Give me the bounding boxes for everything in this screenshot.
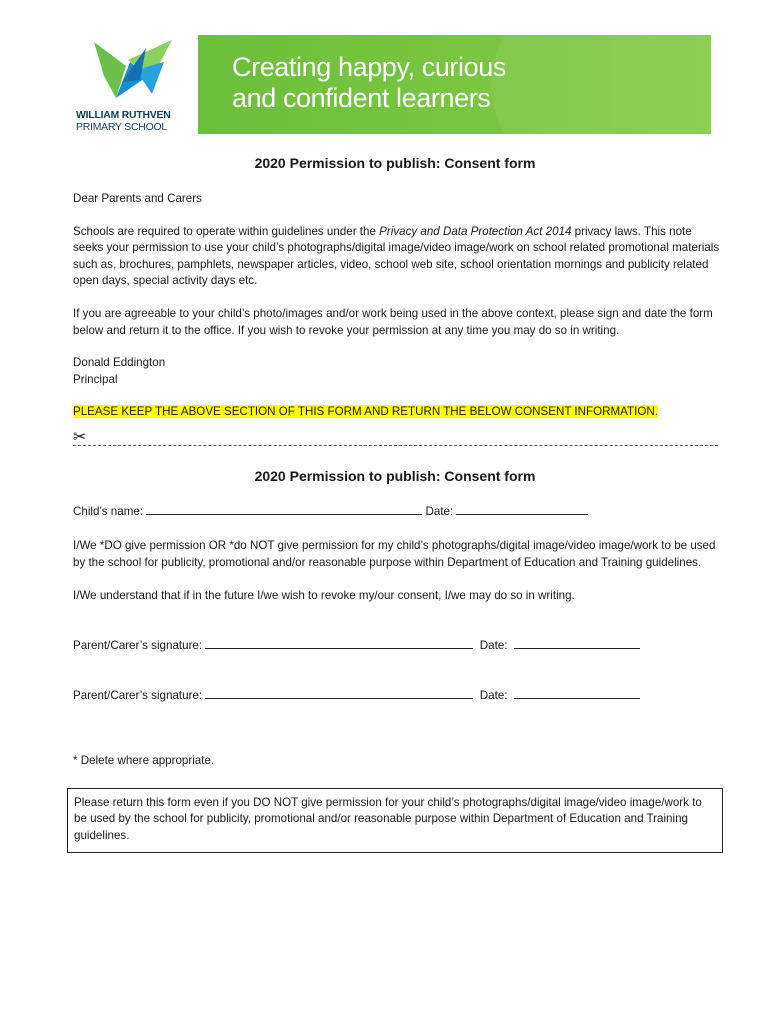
cut-line bbox=[73, 430, 718, 448]
consent-paragraph: I/We *DO give permission OR *do NOT give permission for my child’s photographs/digital image/video image/work to be used by the school for publicity, promotional and/or reasonable purpose within Department of Education and Training guidelines. bbox=[73, 539, 716, 569]
school-name-line1: WILLIAM RUTHVEN bbox=[76, 110, 171, 121]
school-logo bbox=[72, 36, 190, 140]
signatory-name: Donald Eddington bbox=[73, 356, 166, 370]
act-name: Privacy and Data Protection Act 2014 bbox=[379, 224, 572, 238]
school-name-line2: PRIMARY SCHOOL bbox=[76, 122, 167, 133]
delete-note: * Delete where appropriate. bbox=[73, 754, 215, 768]
consent-form-title: 2020 Permission to publish: Consent form bbox=[254, 468, 536, 485]
privacy-paragraph bbox=[73, 224, 723, 290]
signatory-role: Principal bbox=[73, 372, 118, 386]
signature-date-field-1[interactable] bbox=[514, 637, 640, 649]
signature-field-2[interactable] bbox=[205, 687, 473, 699]
signature-field-1[interactable] bbox=[205, 637, 473, 649]
signature-label-1: Parent/Carer’s signature: bbox=[73, 638, 203, 652]
signature-row-2 bbox=[73, 687, 723, 704]
signature-row-1 bbox=[73, 637, 723, 654]
salutation: Dear Parents and Carers bbox=[73, 192, 202, 206]
butterfly-logo-icon bbox=[86, 36, 182, 102]
signature-date-label-1: Date: bbox=[479, 638, 508, 652]
signature-date-field-2[interactable] bbox=[514, 687, 640, 699]
child-name-field[interactable] bbox=[146, 503, 422, 515]
header-banner bbox=[198, 35, 711, 134]
keep-notice bbox=[73, 404, 723, 420]
privacy-paragraph-end: privacy laws. This note seeks your permission to use your child’s photographs/digital image/video image/work on school related promotional materials such as, brochures, pamphlets, newspaper articles, video, school web site, school orientation mornings and publicity related open days, special activity days etc. bbox=[73, 224, 720, 288]
signature-date-label-2: Date: bbox=[479, 688, 508, 702]
return-notice: Please return this form even if you DO NOT give permission for your child’s photographs/digital image/video image/work to be used by the school for publicity, promotional and/or reasonable purpose within Department of Education and Training guidelines. bbox=[74, 795, 702, 842]
keep-notice-text: PLEASE KEEP THE ABOVE SECTION OF THIS FORM AND RETURN THE BELOW CONSENT INFORMATION. bbox=[73, 405, 658, 419]
letter-title: 2020 Permission to publish: Consent form bbox=[254, 155, 536, 171]
child-name-row bbox=[73, 503, 723, 520]
scissors-icon: ✂ bbox=[73, 429, 87, 447]
child-name-label: Child’s name: bbox=[73, 504, 144, 518]
document-body bbox=[73, 150, 723, 853]
return-notice-box bbox=[67, 788, 723, 853]
banner-tagline bbox=[232, 52, 506, 114]
agreement-paragraph: If you are agreeable to your child’s photo/images and/or work being used in the above context, please sign and date the form below and return it to the office. If you wish to revoke your permission at any time you may do so in writing. bbox=[73, 307, 713, 337]
privacy-paragraph-start: Schools are required to operate within guidelines under the bbox=[73, 224, 380, 238]
signoff bbox=[73, 355, 723, 388]
tagline-line1: Creating happy, curious bbox=[232, 52, 506, 82]
revoke-paragraph: I/We understand that if in the future I/we wish to revoke my/our consent, I/we may do so in writing. bbox=[73, 589, 575, 603]
signature-label-2: Parent/Carer’s signature: bbox=[73, 688, 203, 702]
tagline-line2: and confident learners bbox=[232, 83, 491, 113]
dashed-divider bbox=[73, 445, 718, 446]
child-date-label: Date: bbox=[425, 504, 454, 518]
child-date-field[interactable] bbox=[456, 503, 588, 515]
